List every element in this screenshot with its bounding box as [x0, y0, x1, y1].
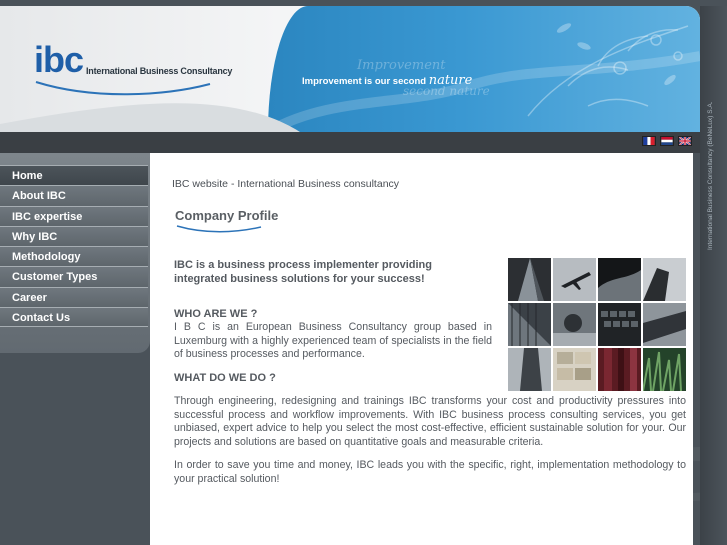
- laptop-photo: [643, 303, 686, 346]
- skyscraper-photo: [508, 258, 551, 301]
- nav-item-home[interactable]: Home: [0, 165, 148, 185]
- vertical-company-text: International Business Consultancy (BeNeLux) S.A.: [707, 101, 714, 250]
- main-content: [150, 153, 693, 545]
- tagline-main: Improvement is our second: [302, 76, 429, 87]
- language-flags: [642, 136, 692, 146]
- photo-collage: [508, 258, 686, 391]
- nav-item-why-ibc[interactable]: Why IBC: [0, 226, 148, 246]
- nav-item-methodology[interactable]: Methodology: [0, 246, 148, 266]
- header-banner: [0, 6, 700, 132]
- calendar-photo: [553, 348, 596, 391]
- keyboard-photo: [598, 303, 641, 346]
- who-heading: WHO ARE WE ?: [174, 308, 258, 320]
- handshake-photo: [598, 258, 641, 301]
- page-title: Company Profile: [175, 208, 279, 223]
- books-photo: [598, 348, 641, 391]
- logo-subtitle: International Business Consultancy: [86, 66, 233, 76]
- office-tower-photo: [508, 348, 551, 391]
- breadcrumb: IBC website - International Business consultancy: [172, 178, 400, 190]
- hand-photo: [643, 258, 686, 301]
- english-flag-icon[interactable]: [678, 136, 692, 146]
- tagline-nature: nature: [428, 73, 473, 88]
- title-underline-swoosh: [175, 224, 265, 234]
- closing-text: In order to save you time and money, IBC leads you with the specific, right, implementation methodology to your practical solution!: [174, 459, 686, 485]
- tagline-ghost-bottom: second nature: [403, 84, 490, 98]
- vertical-company-name: [707, 70, 719, 250]
- language-bar: [0, 132, 700, 153]
- nav-item-contact-us[interactable]: Contact Us: [0, 307, 148, 327]
- main-nav: [0, 165, 148, 327]
- dutch-flag-icon[interactable]: [660, 136, 674, 146]
- intro-text: IBC is a business process implementer providing integrated business solutions for your success!: [174, 259, 432, 285]
- what-text: Through engineering, redesigning and trainings IBC transforms your cost and productivity pressures into successful process and workflow improvements. With IBC business process consulting services, you get unbiased, expert advice to help you select the most cost-effective, efficient sustainable solution for your. Our projects and solutions are based on quantitative goals and measurable criteria.: [174, 395, 686, 448]
- meeting-photo: [553, 303, 596, 346]
- tagline: [302, 73, 472, 88]
- sidebar: [0, 153, 150, 353]
- airplane-photo: [553, 258, 596, 301]
- grass-photo: [643, 348, 686, 391]
- ibc-logo[interactable]: ibc: [34, 39, 84, 80]
- french-flag-icon[interactable]: [642, 136, 656, 146]
- tagline-ghost-top: Improvement: [357, 58, 446, 73]
- who-text: I B C is an European Business Consultancy group based in Luxemburg with a highly experienced team of specialists in the field of business processes and performance.: [174, 321, 492, 361]
- nav-item-ibc-expertise[interactable]: IBC expertise: [0, 206, 148, 226]
- what-heading: WHAT DO WE DO ?: [174, 372, 276, 384]
- nav-item-customer-types[interactable]: Customer Types: [0, 266, 148, 286]
- building-glass-photo: [508, 303, 551, 346]
- nav-item-about-ibc[interactable]: About IBC: [0, 185, 148, 205]
- nav-item-career[interactable]: Career: [0, 287, 148, 307]
- logo-swoosh-icon: [34, 78, 214, 98]
